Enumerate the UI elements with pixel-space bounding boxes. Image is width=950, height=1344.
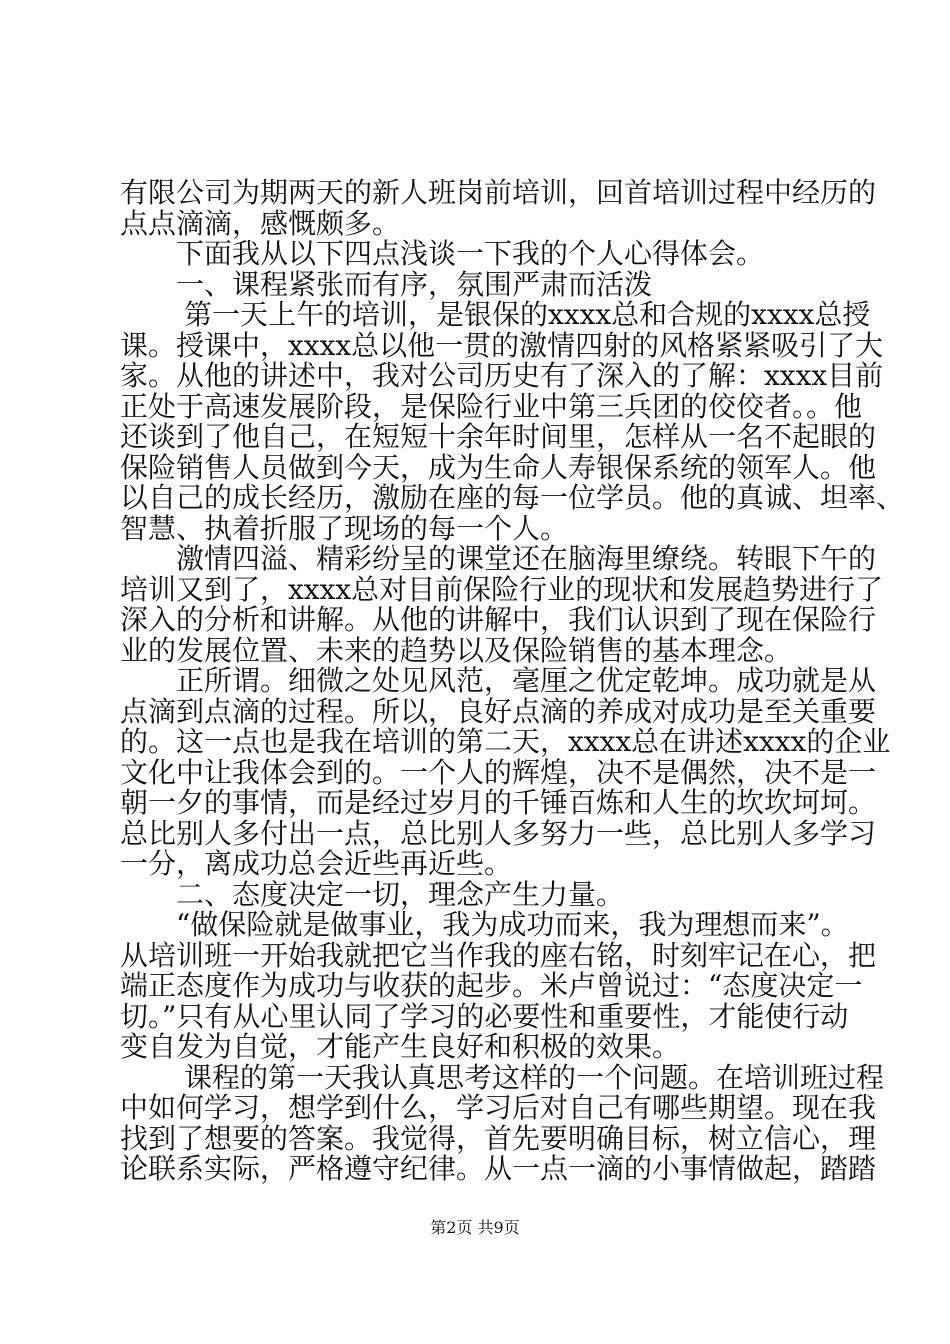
section-heading: 一、课程紧张而有序，氛围严肃而活泼 [176,267,653,301]
text-line: 业的发展位置、未来的趋势以及保险销售的基本理念。 [120,633,793,667]
text-line: 找到了想要的答案。我觉得，首先要明确目标，树立信心，理 [120,1121,877,1155]
text-line: 培训又到了，xxxx总对目前保险行业的现状和发展趋势进行了 [120,572,884,606]
text-line: 一分，离成功总会近些再近些。 [120,847,513,880]
text-line: 点点滴滴，感慨颇多。 [120,206,401,240]
text-line: 论联系实际，严格遵守纪律。从一点一滴的小事情做起，踏踏 [120,1152,877,1185]
text-line: 切。”只有从心里认同了学习的必要性和重要性，才能使行动 [120,999,849,1033]
text-line: 课程的第一天我认真思考这样的一个问题。在培训班过程 [184,1060,885,1094]
text-line: 智慧、执着折服了现场的每一个人。 [120,511,569,545]
text-line: 中如何学习，想学到什么，学习后对自己有哪些期望。现在我 [120,1091,877,1124]
text-line: 第一天上午的培训，是银保的xxxx总和合规的xxxx总授 [184,298,871,331]
text-line: “做保险就是做事业，我为成功而来，我为理想而来”。 [176,908,849,941]
section-heading: 二、态度决定一切，理念产生力量。 [176,877,625,911]
text-line: 朝一夕的事情，而是经过岁月的千锤百炼和人生的坎坎坷坷。 [120,786,877,819]
text-line: 从培训班一开始我就把它当作我的座右铭，时刻牢记在心，把 [120,938,877,972]
text-line: 课。授课中，xxxx总以他一贯的激情四射的风格紧紧吸引了大 [120,328,884,362]
text-line: 正处于高速发展阶段，是保险行业中第三兵团的佼佼者。。他 [120,389,863,423]
text-line: 保险销售人员做到今天，成为生命人寿银保系统的领军人。他 [120,450,877,484]
page-footer: 第2页 共9页 [430,1218,520,1237]
text-line: 激情四溢、精彩纷呈的课堂还在脑海里缭绕。转眼下午的 [176,542,877,575]
text-line: 下面我从以下四点浅谈一下我的个人心得体会。 [176,237,765,270]
text-line: 以自己的成长经历，激励在座的每一位学员。他的真诚、坦率、 [120,481,905,514]
text-line: 有限公司为期两天的新人班岗前培训，回首培训过程中经历的 [120,176,877,209]
text-line: 总比别人多付出一点，总比别人多努力一些，总比别人多学习 [120,816,877,850]
text-line: 端正态度作为成功与收获的起步。米卢曾说过：“态度决定一 [120,969,863,1002]
text-line: 还谈到了他自己，在短短十余年时间里，怎样从一名不起眼的 [120,420,877,453]
text-line: 的。这一点也是我在培训的第二天，xxxx总在讲述xxxx的企业 [120,725,891,758]
text-line: 点滴到点滴的过程。所以，良好点滴的养成对成功是至关重要 [120,694,877,728]
text-line: 文化中让我体会到的。一个人的辉煌，决不是偶然，决不是一 [120,755,877,789]
text-line: 家。从他的讲述中，我对公司历史有了深入的了解：xxxx目前 [120,359,884,392]
text-line: 深入的分析和讲解。从他的讲解中，我们认识到了现在保险行 [120,603,877,636]
text-line: 正所谓。细微之处见风范，毫厘之优定乾坤。成功就是从 [176,664,877,697]
text-line: 变自发为自觉，才能产生良好和积极的效果。 [120,1030,681,1063]
